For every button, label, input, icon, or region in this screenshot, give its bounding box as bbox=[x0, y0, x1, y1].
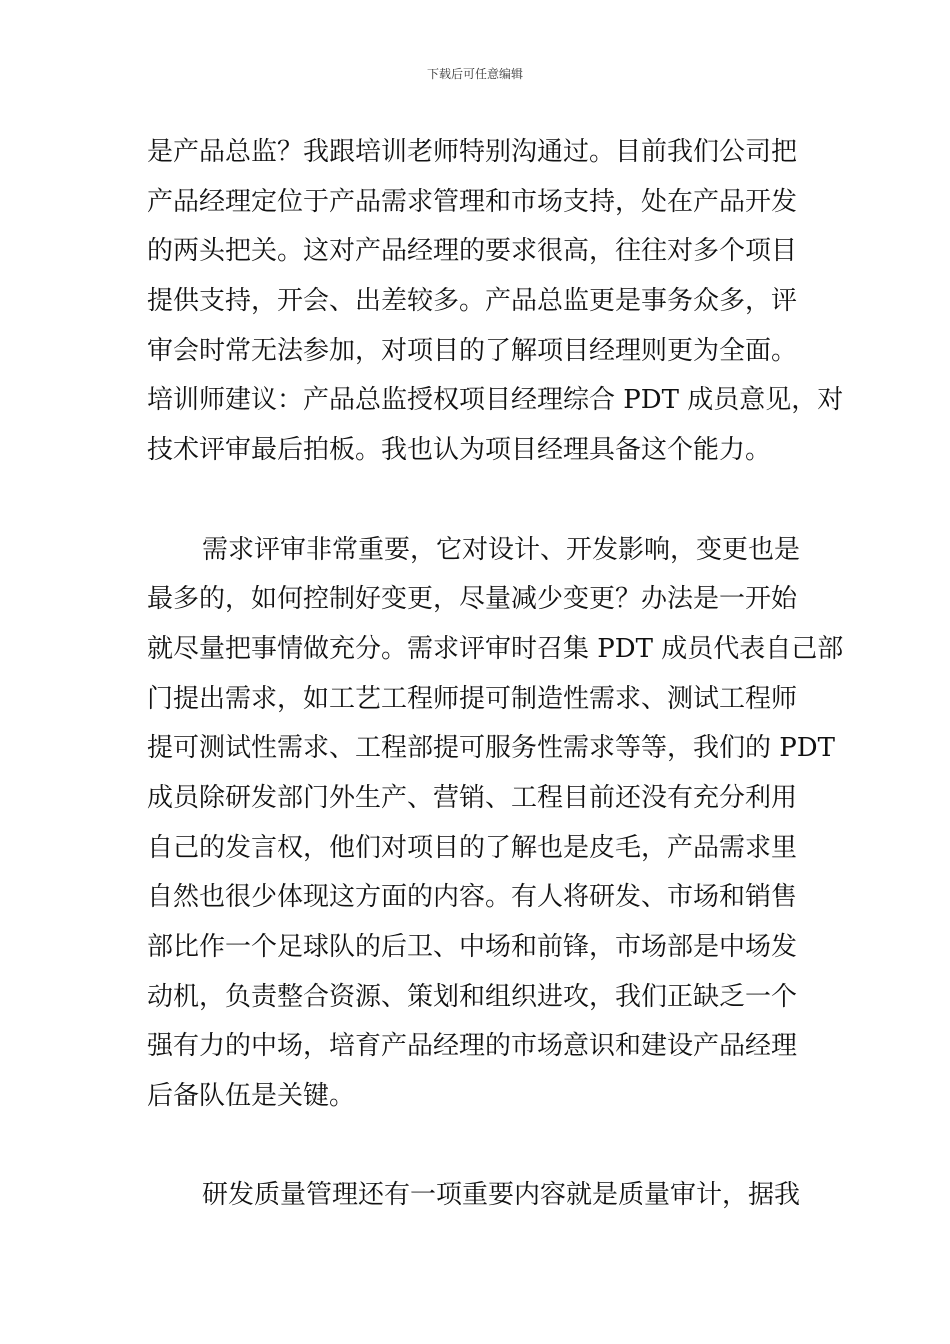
text-line: 后备队伍是关键。 bbox=[147, 1081, 356, 1112]
paragraph-2 bbox=[147, 526, 844, 1122]
paragraph-3 bbox=[147, 1171, 815, 1221]
text-line: 培训师建议：产品总监授权项目经理综合 PDT 成员意见，对 bbox=[147, 385, 844, 416]
page-header: 下载后可任意编辑 bbox=[426, 67, 523, 81]
text-line: 门提出需求，如工艺工程师提可制造性需求、测试工程师 bbox=[147, 683, 798, 714]
text-line: 成员除研发部门外生产、营销、工程目前还没有充分利用 bbox=[147, 782, 798, 813]
text-line: 强有力的中场，培育产品经理的市场意识和建设产品经理 bbox=[147, 1031, 798, 1062]
text-line: 审会时常无法参加，对项目的了解项目经理则更为全面。 bbox=[147, 335, 798, 366]
text-line-first: 研发质量管理还有一项重要内容就是质量审计，据我 bbox=[202, 1180, 801, 1211]
document-body bbox=[147, 128, 844, 1221]
paragraph-gap bbox=[147, 476, 815, 526]
text-line: 自然也很少体现这方面的内容。有人将研发、市场和销售 bbox=[147, 882, 798, 913]
paragraph-1 bbox=[147, 128, 844, 476]
text-line: 部比作一个足球队的后卫、中场和前锋，市场部是中场发 bbox=[147, 932, 798, 962]
text-line: 技术评审最后拍板。我也认为项目经理具备这个能力。 bbox=[147, 435, 772, 466]
text-line: 自己的发言权，他们对项目的了解也是皮毛，产品需求里 bbox=[147, 832, 798, 863]
text-line: 提供支持，开会、出差较多。产品总监更是事务众多，评 bbox=[147, 286, 798, 317]
text-line: 提可测试性需求、工程部提可服务性需求等等，我们的 PDT bbox=[147, 733, 835, 764]
text-line-first: 需求评审非常重要，它对设计、开发影响，变更也是 bbox=[202, 534, 801, 565]
text-line: 产品经理定位于产品需求管理和市场支持，处在产品开发 bbox=[147, 186, 798, 217]
text-line: 动机，负责整合资源、策划和组织进攻，我们正缺乏一个 bbox=[147, 981, 798, 1012]
text-line: 就尽量把事情做充分。需求评审时召集 PDT 成员代表自己部 bbox=[147, 633, 844, 664]
text-line: 的两头把关。这对产品经理的要求很高，往往对多个项目 bbox=[147, 236, 798, 267]
text-line: 最多的，如何控制好变更，尽量减少变更？办法是一开始 bbox=[147, 584, 798, 615]
text-line: 是产品总监？我跟培训老师特别沟通过。目前我们公司把 bbox=[147, 137, 798, 167]
paragraph-gap bbox=[147, 1122, 815, 1172]
